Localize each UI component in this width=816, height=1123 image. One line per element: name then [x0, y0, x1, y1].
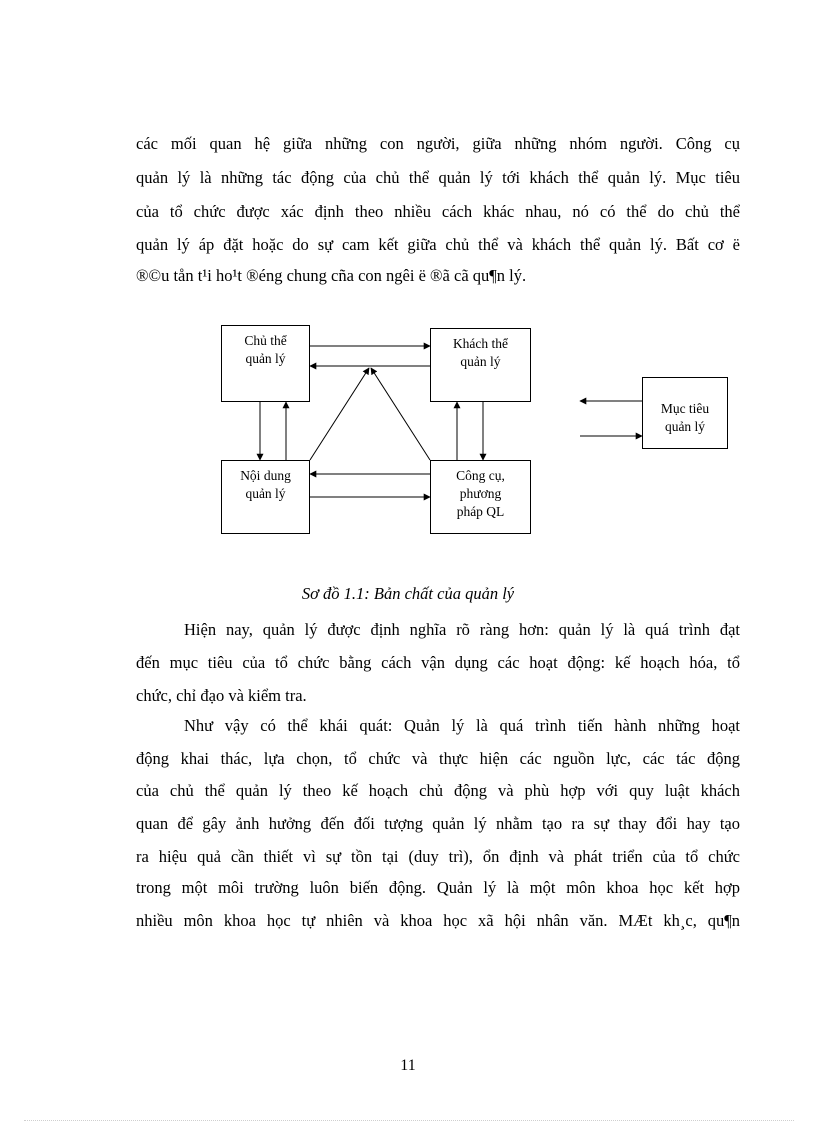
text-line: ra hiệu quả cần thiết vì sự tồn tại (duy trì), ổn định và phát triển của tổ chức: [136, 847, 740, 866]
text-line: Như vậy có thể khái quát: Quản lý là quá trình tiến hành những hoạt: [184, 716, 740, 735]
box-management-content: Nội dung quản lý: [221, 460, 310, 534]
box-management-goal: Mục tiêu quản lý: [642, 377, 728, 449]
page-number: 11: [400, 1057, 416, 1074]
text-line: quản lý áp đặt hoặc do sự cam kết giữa chủ thể và khách thể quản lý. Bất cơ ë: [136, 235, 740, 254]
text-line: của chủ thể quản lý theo kế hoạch chủ động và phù hợp với quy luật khách: [136, 781, 740, 800]
text-line: đến mục tiêu của tổ chức bằng cách vận dụng các hoạt động: kế hoạch hóa, tổ: [136, 653, 740, 672]
box-management-subject: Chủ thể quản lý: [221, 325, 310, 402]
text-line: các mối quan hệ giữa những con người, giữa những nhóm người. Công cụ: [136, 134, 740, 153]
text-line: quản lý là những tác động của chủ thể quản lý tới khách thể quản lý. Mục tiêu: [136, 168, 740, 187]
text-line: quan để gây ảnh hưởng đến đối tượng quản lý nhằm tạo ra sự thay đổi hay tạo: [136, 814, 740, 833]
text-line: động khai thác, lựa chọn, tổ chức và thực hiện các nguồn lực, các tác động: [136, 749, 740, 768]
arrow-content-to-apex: [310, 368, 369, 460]
arrow-tools-to-apex: [371, 368, 430, 460]
text-line: trong một môi trường luôn biến động. Quản lý là một môn khoa học kết hợp: [136, 878, 740, 897]
box-management-object: Khách thể quản lý: [430, 328, 531, 402]
text-line: ®©u tån t¹i ho¹t ®éng chung cña con ngêi ë ®ã cã qu¶n lý.: [136, 266, 527, 285]
text-line: của tổ chức được xác định theo nhiều cách khác nhau, nó có thể do chủ thể: [136, 202, 740, 221]
page-edge-divider: [24, 1120, 794, 1121]
text-line: nhiều môn khoa học tự nhiên và khoa học xã hội nhân văn. MÆt kh¸c, qu¶n: [136, 911, 740, 930]
figure-caption: Sơ đồ 1.1: Bản chất của quản lý: [301, 584, 515, 603]
text-line: chức, chỉ đạo và kiểm tra.: [136, 686, 307, 705]
box-tools-methods: Công cụ, phương pháp QL: [430, 460, 531, 534]
text-line: Hiện nay, quản lý được định nghĩa rõ ràng hơn: quản lý là quá trình đạt: [184, 620, 740, 639]
